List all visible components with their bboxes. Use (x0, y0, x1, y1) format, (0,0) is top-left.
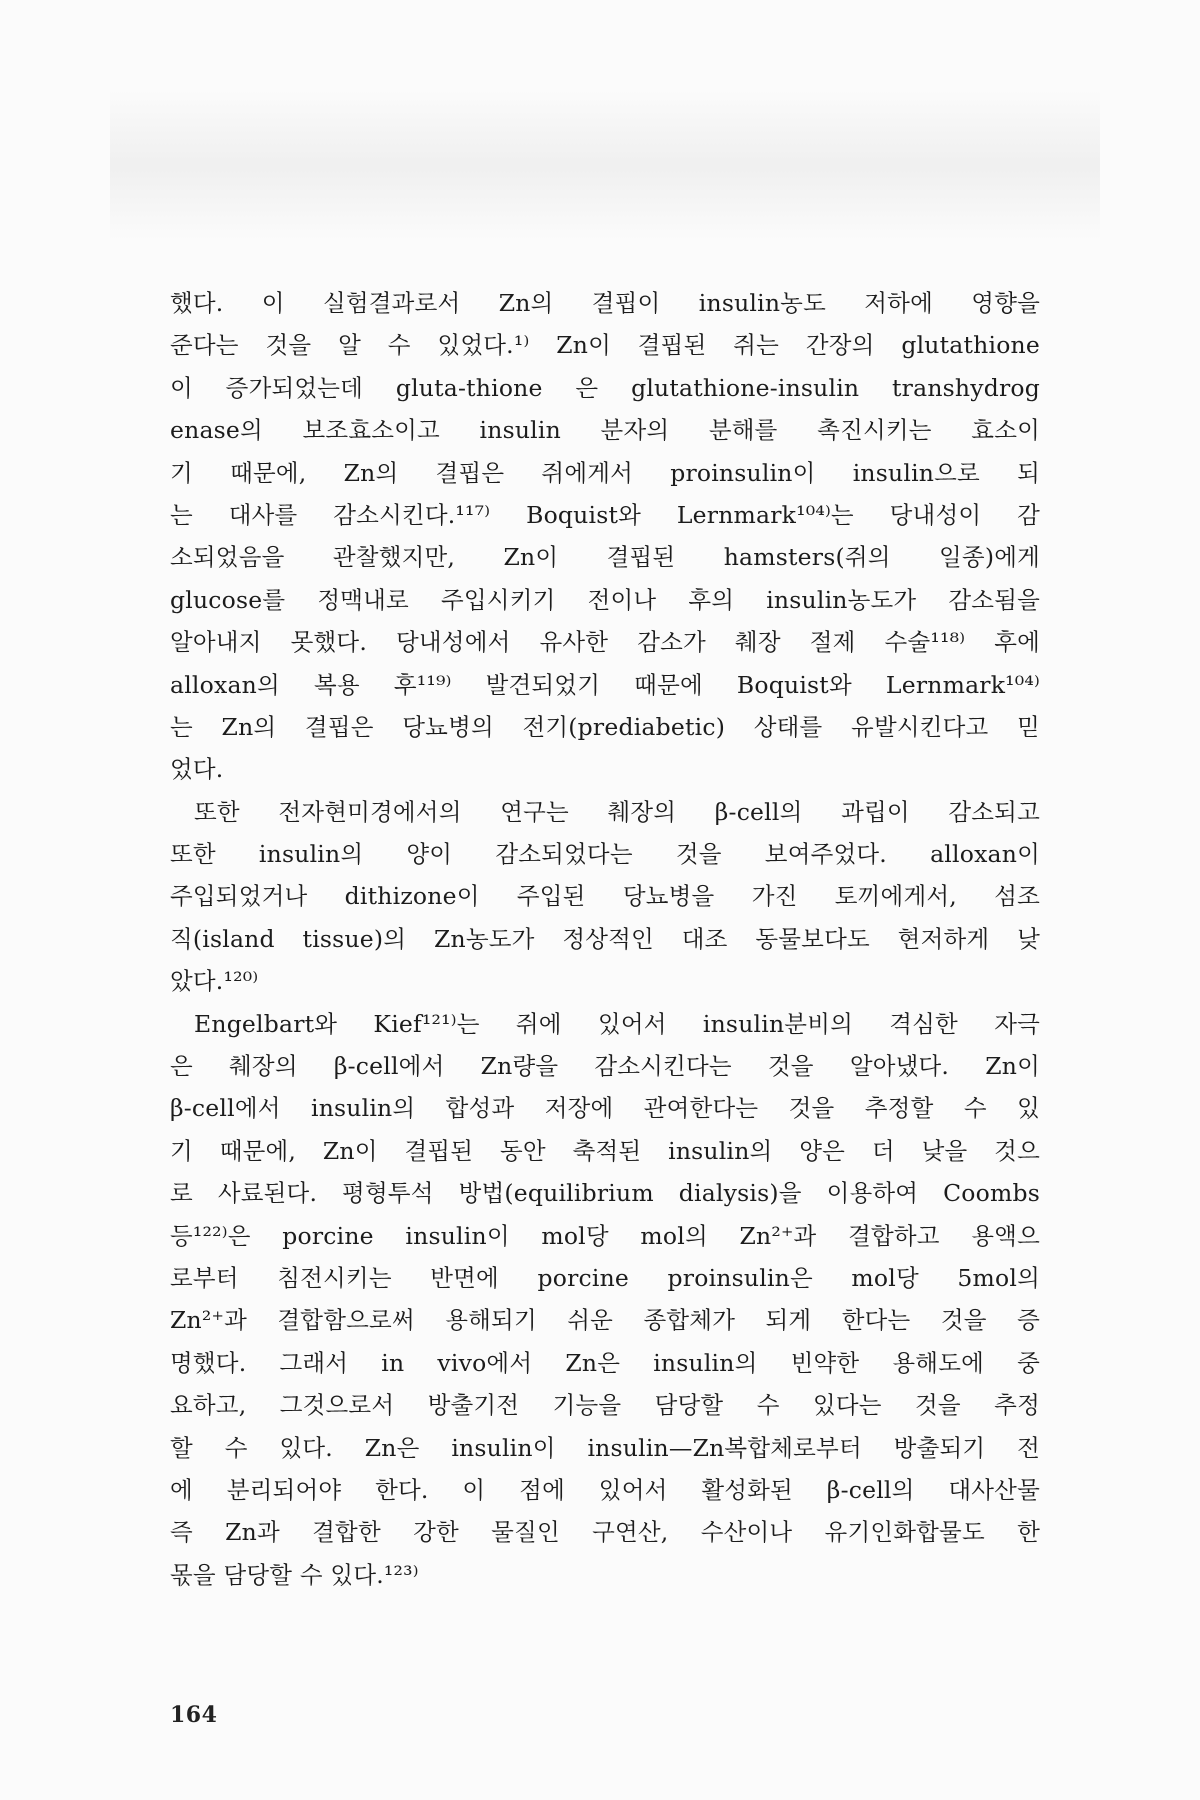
body-text (170, 282, 1040, 1596)
text-line: 로부터 침전시키는 반면에 porcine proinsulin은 mol당 5mol의 (170, 1263, 1040, 1292)
text-line: 기 때문에, Zn이 결핍된 동안 축적된 insulin의 양은 더 낮을 것으 (170, 1136, 1040, 1165)
text-line: Engelbart와 Kief¹²¹⁾는 쥐에 있어서 insulin분비의 격심한 자극 (194, 1009, 1040, 1038)
text-line: 소되었음을 관찰했지만, Zn이 결핍된 hamsters(쥐의 일종)에게 (170, 543, 1040, 572)
text-line: 이 증가되었는데 gluta-thione 은 glutathione-insulin transhydrog (170, 373, 1040, 402)
text-line: 은 췌장의 β-cell에서 Zn량을 감소시킨다는 것을 알아냈다. Zn이 (170, 1052, 1040, 1081)
page-number: 164 (170, 1702, 218, 1728)
text-line: 알아내지 못했다. 당내성에서 유사한 감소가 췌장 절제 수술¹¹⁸⁾ 후에 (170, 628, 1040, 657)
text-line: 는 Zn의 결핍은 당뇨병의 전기(prediabetic) 상태를 유발시킨다고 믿 (170, 712, 1040, 741)
text-line: 몫을 담당할 수 있다.¹²³⁾ (170, 1560, 419, 1589)
text-line: 기 때문에, Zn의 결핍은 쥐에게서 proinsulin이 insulin으로 되 (170, 458, 1040, 487)
paragraph-1 (170, 282, 1040, 791)
text-line: 할 수 있다. Zn은 insulin이 insulin—Zn복합체로부터 방출되기 전 (170, 1433, 1040, 1462)
text-line: alloxan의 복용 후¹¹⁹⁾ 발견되었기 때문에 Boquist와 Lernmark¹⁰⁴⁾ (170, 670, 1040, 699)
text-line: 또한 insulin의 양이 감소되었다는 것을 보여주었다. alloxan이 (170, 840, 1040, 869)
text-line: β-cell에서 insulin의 합성과 저장에 관여한다는 것을 추정할 수 있 (170, 1094, 1040, 1123)
text-line: 했다. 이 실험결과로서 Zn의 결핍이 insulin농도 저하에 영향을 (170, 289, 1040, 317)
text-line: 로 사료된다. 평형투석 방법(equilibrium dialysis)을 이용하여 Coombs (170, 1179, 1040, 1208)
text-line: Zn²⁺과 결합함으로써 용해되기 쉬운 종합체가 되게 한다는 것을 증 (170, 1306, 1040, 1335)
text-line: 에 분리되어야 한다. 이 점에 있어서 활성화된 β-cell의 대사산물 (170, 1475, 1040, 1504)
text-line: 준다는 것을 알 수 있었다.¹⁾ Zn이 결핍된 쥐는 간장의 glutathione (170, 331, 1040, 360)
text-line: 주입되었거나 dithizone이 주입된 당뇨병을 가진 토끼에게서, 섬조 (170, 882, 1040, 911)
scan-shadow (110, 90, 1100, 240)
text-line: 는 대사를 감소시킨다.¹¹⁷⁾ Boquist와 Lernmark¹⁰⁴⁾는 당내성이 감 (170, 500, 1040, 529)
paragraph-3 (170, 1003, 1040, 1596)
text-line: 었다. (170, 755, 224, 784)
text-line: 또한 전자현미경에서의 연구는 췌장의 β-cell의 과립이 감소되고 (194, 797, 1040, 826)
text-line: 았다.¹²⁰⁾ (170, 967, 259, 996)
text-line: 요하고, 그것으로서 방출기전 기능을 담당할 수 있다는 것을 추정 (170, 1391, 1040, 1420)
text-line: 즉 Zn과 결합한 강한 물질인 구연산, 수산이나 유기인화합물도 한 (170, 1518, 1040, 1547)
text-line: 등¹²²⁾은 porcine insulin이 mol당 mol의 Zn²⁺과 결합하고 용액으 (170, 1221, 1040, 1250)
paragraph-2 (170, 791, 1040, 1003)
text-line: enase의 보조효소이고 insulin 분자의 분해를 촉진시키는 효소이 (170, 416, 1040, 445)
text-line: glucose를 정맥내로 주입시키기 전이나 후의 insulin농도가 감소됨을 (170, 585, 1040, 614)
text-line: 직(island tissue)의 Zn농도가 정상적인 대조 동물보다도 현저하게 낮 (170, 924, 1040, 953)
text-line: 명했다. 그래서 in vivo에서 Zn은 insulin의 빈약한 용해도에 중 (170, 1348, 1040, 1377)
